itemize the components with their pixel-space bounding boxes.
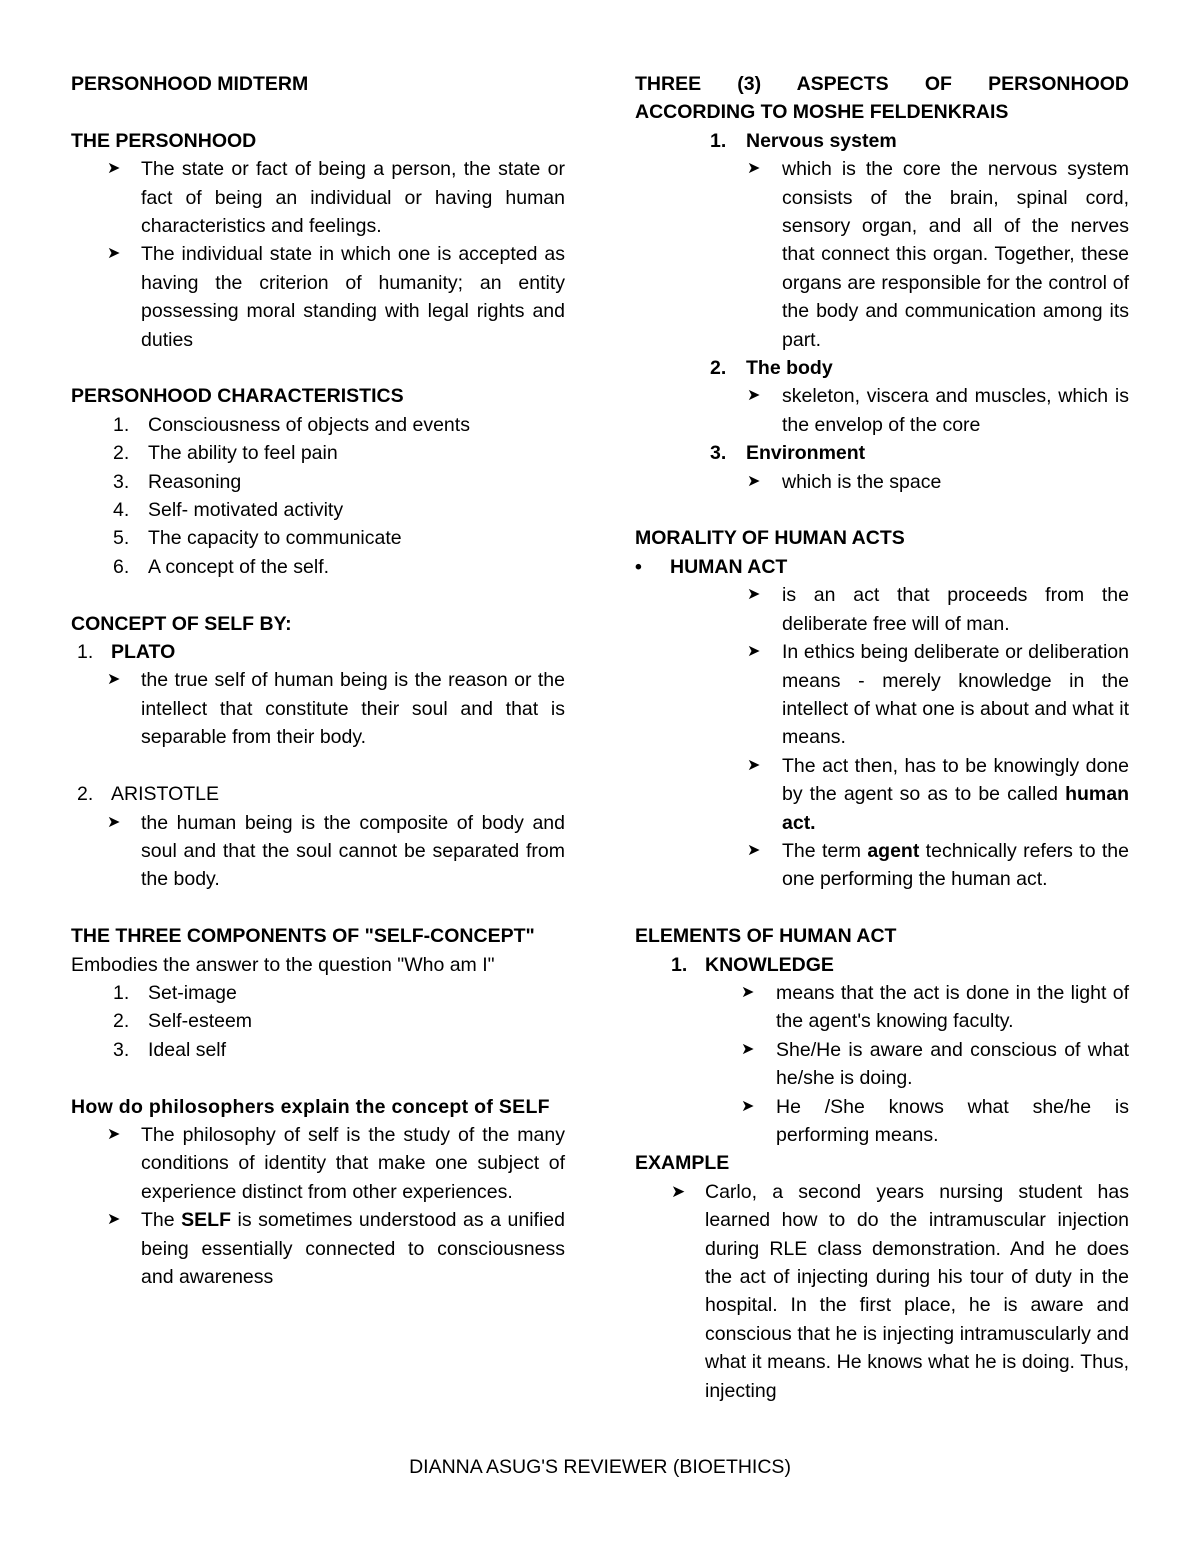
- aspect-item: 2. The body: [710, 357, 833, 380]
- characteristic-item: 6. A concept of the self.: [113, 555, 330, 578]
- elements-heading: ELEMENTS OF HUMAN ACT: [635, 925, 897, 948]
- aspect-bullet: ➤ skeleton, viscera and muscles, which is the envelop of the core: [635, 382, 1129, 439]
- left-column: [71, 70, 565, 1291]
- aristotle-bullet: ➤ the human being is the composite of body and soul and that the soul cannot be separated from the body.: [71, 809, 565, 894]
- arrowhead-bullet-icon: ➤: [741, 1097, 755, 1115]
- concept-heading: CONCEPT OF SELF BY:: [71, 612, 292, 635]
- arrowhead-bullet-icon: ➤: [747, 160, 761, 178]
- example-bullet: ➤ Carlo, a second years nursing student has learned how to do the intramuscular injection during RLE class demonstration. And he does the act of injecting during his tour of duty in the hospital. In the first place, he is aware and conscious that he is injecting intramuscularly and what it means. He knows what he is doing. Thus, injecting: [635, 1178, 1129, 1405]
- document-title: PERSONHOOD MIDTERM: [71, 73, 309, 95]
- arrowhead-bullet-icon: ➤: [741, 983, 755, 1001]
- arrowhead-bullet-icon: ➤: [741, 1040, 755, 1058]
- aspect-item: 1. Nervous system: [710, 129, 897, 152]
- characteristic-item: 1. Consciousness of objects and events: [113, 413, 470, 436]
- arrowhead-bullet-icon: ➤: [107, 671, 121, 689]
- characteristic-item: 5. The capacity to communicate: [113, 527, 402, 550]
- arrowhead-bullet-icon: ➤: [107, 813, 121, 831]
- aspect-item: 3. Environment: [710, 442, 866, 465]
- morality-heading: MORALITY OF HUMAN ACTS: [635, 527, 905, 550]
- knowledge-bullet: ➤ He /She knows what she/he is performing means.: [635, 1093, 1129, 1150]
- arrowhead-bullet-icon: ➤: [107, 160, 121, 178]
- aspect-bullet: ➤ which is the core the nervous system consists of the brain, spinal cord, sensory organ, and all of the nerves that connect this organ. Together, these organs are responsible for the control of the body and communication among its part.: [635, 155, 1129, 354]
- arrowhead-bullet-icon: ➤: [747, 387, 761, 405]
- arrowhead-bullet-icon: ➤: [107, 1211, 121, 1229]
- arrowhead-bullet-icon: ➤: [747, 472, 761, 490]
- arrowhead-bullet-icon: ➤: [107, 1125, 121, 1143]
- knowledge-bullet: ➤ She/He is aware and conscious of what he/she is doing.: [635, 1036, 1129, 1093]
- right-column: [635, 70, 1129, 1405]
- human-act-bullet: ➤ is an act that proceeds from the deliberate free will of man.: [635, 581, 1129, 638]
- human-act-bullet: ➤ The term agent technically refers to the one performing the human act.: [635, 837, 1129, 894]
- component-item: 1. Set-image: [113, 981, 237, 1004]
- three-components-heading: THE THREE COMPONENTS OF "SELF-CONCEPT": [71, 925, 535, 948]
- arrowhead-bullet-icon: ➤: [107, 245, 121, 263]
- personhood-heading: THE PERSONHOOD: [71, 129, 257, 152]
- knowledge-item: 1. KNOWLEDGE: [671, 953, 834, 976]
- personhood-bullet: ➤ The state or fact of being a person, the state or fact of being an individual or having human characteristics and feelings.: [71, 155, 565, 240]
- arrowhead-bullet-icon: ➤: [747, 586, 761, 604]
- characteristic-item: 2. The ability to feel pain: [113, 442, 338, 465]
- human-act-item: • HUMAN ACT: [635, 553, 1129, 581]
- round-bullet-icon: •: [635, 555, 642, 578]
- aspect-bullet: ➤ which is the space: [635, 468, 1129, 496]
- philosophers-heading: How do philosophers explain the concept of SELF: [71, 1095, 550, 1118]
- three-components-intro: Embodies the answer to the question "Who am I": [71, 953, 495, 976]
- arrowhead-bullet-icon: ➤: [747, 643, 761, 661]
- knowledge-bullet: ➤ means that the act is done in the light of the agent's knowing faculty.: [635, 979, 1129, 1036]
- characteristic-item: 4. Self- motivated activity: [113, 499, 344, 522]
- characteristics-heading: PERSONHOOD CHARACTERISTICS: [71, 385, 404, 408]
- plato-item: 1. PLATO: [77, 641, 176, 664]
- example-heading: EXAMPLE: [635, 1152, 730, 1175]
- component-item: 3. Ideal self: [113, 1038, 227, 1061]
- arrowhead-bullet-icon: ➤: [747, 756, 761, 774]
- page-footer: DIANNA ASUG'S REVIEWER (BIOETHICS): [409, 1456, 791, 1478]
- human-act-bullet: ➤ The act then, has to be knowingly done by the agent so as to be called human act.: [635, 752, 1129, 837]
- aristotle-item: 2. ARISTOTLE: [77, 783, 220, 806]
- arrowhead-bullet-icon: ➤: [747, 841, 761, 859]
- philosophy-bullet: ➤ The philosophy of self is the study of the many conditions of identity that make one subject of experience distinct from other experiences.: [71, 1121, 565, 1206]
- component-item: 2. Self-esteem: [113, 1010, 253, 1033]
- characteristic-item: 3. Reasoning: [113, 470, 242, 493]
- human-act-bullet: ➤ In ethics being deliberate or deliberation means - merely knowledge in the intellect of what one is about and what it means.: [635, 638, 1129, 752]
- personhood-bullet: ➤ The individual state in which one is accepted as having the criterion of humanity; an entity possessing moral standing with legal rights and duties: [71, 240, 565, 354]
- philosophy-bullet: ➤ The SELF is sometimes understood as a unified being essentially connected to consciousness and awareness: [71, 1206, 565, 1291]
- aspects-heading: THREE (3) ASPECTS OF PERSONHOOD ACCORDING TO MOSHE FELDENKRAIS: [635, 73, 1129, 124]
- plato-bullet: ➤ the true self of human being is the reason or the intellect that constitute their soul and that is separable from their body.: [71, 666, 565, 751]
- arrowhead-bullet-icon: ➤: [671, 1181, 686, 1201]
